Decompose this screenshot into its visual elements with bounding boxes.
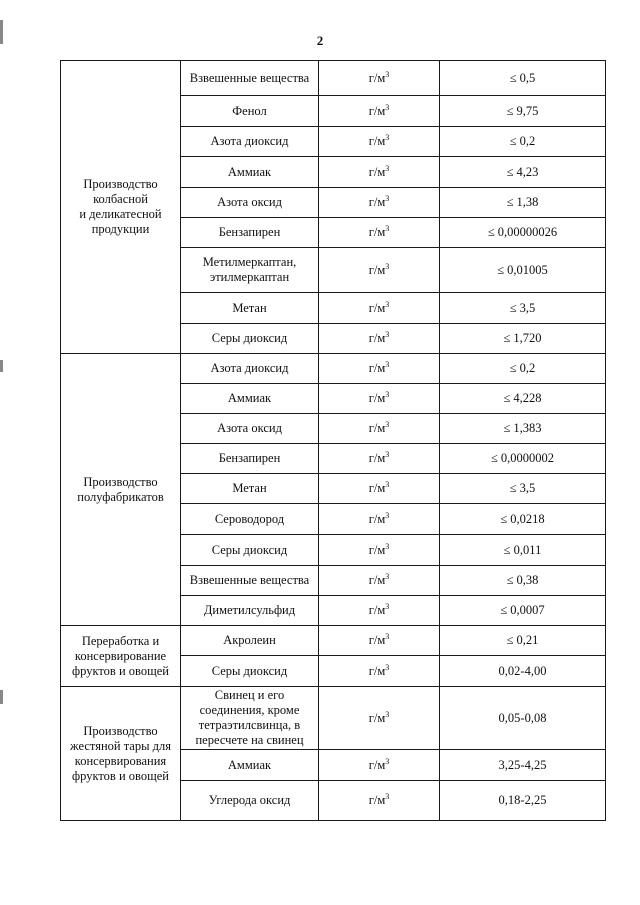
value-cell <box>440 293 606 324</box>
substance-name: Взвешенные вещества <box>189 70 310 85</box>
limit-value: ≤ 3,5 <box>509 300 536 315</box>
substance-cell <box>181 596 319 626</box>
substance-name: Азота диоксид <box>210 361 289 375</box>
limit-value: ≤ 0,2 <box>509 361 536 375</box>
unit-exponent: 3 <box>385 572 390 581</box>
production-group-line: колбасной <box>93 192 148 206</box>
substance-name: Аммиак <box>227 391 272 405</box>
unit-cell <box>319 127 440 157</box>
emissions-table <box>60 60 606 821</box>
unit-cell <box>319 384 440 414</box>
unit-exponent: 3 <box>385 194 390 203</box>
substance-cell <box>181 218 319 248</box>
production-group-line: Производство <box>83 474 158 489</box>
limit-value: ≤ 0,5 <box>509 70 536 85</box>
substance-name: Метан <box>232 481 267 495</box>
limit-value: 0,18-2,25 <box>498 793 547 807</box>
production-group-line: продукции <box>91 222 150 236</box>
production-group-name <box>79 177 161 236</box>
limit-value: 3,25-4,25 <box>498 757 547 772</box>
unit-base: г/м <box>368 134 386 148</box>
unit-exponent: 3 <box>385 632 390 641</box>
limit-value: ≤ 0,2 <box>509 134 536 148</box>
value-cell <box>440 188 606 218</box>
unit-base: г/м <box>368 195 386 209</box>
value-cell <box>440 127 606 157</box>
production-group-cell <box>61 354 181 626</box>
production-group-line: жестяной тары для <box>70 738 171 753</box>
unit-base: г/м <box>368 391 386 405</box>
production-group-line: фруктов и овощей <box>72 663 169 678</box>
limit-value: ≤ 1,383 <box>503 421 542 435</box>
unit-exponent: 3 <box>385 541 390 551</box>
substance-name: Акролеин <box>223 633 276 647</box>
value-cell <box>440 474 606 504</box>
unit-base: г/м <box>368 421 386 435</box>
unit-exponent: 3 <box>385 69 390 79</box>
table-row <box>61 354 606 384</box>
production-group-line: Переработка и <box>81 633 160 648</box>
unit-exponent: 3 <box>385 709 390 719</box>
unit-base: г/м <box>368 793 386 807</box>
value-cell <box>440 414 606 444</box>
unit-base: г/м <box>368 361 386 375</box>
unit-cell <box>319 750 440 781</box>
limit-value: ≤ 4,228 <box>503 391 542 405</box>
unit-cell <box>319 293 440 324</box>
unit-cell <box>319 596 440 626</box>
value-cell <box>440 566 606 596</box>
unit-base: г/м <box>368 633 386 647</box>
unit-base: г/м <box>368 262 386 277</box>
value-cell <box>440 96 606 127</box>
value-cell <box>440 687 606 750</box>
unit-cell <box>319 781 440 821</box>
limit-value: ≤ 4,23 <box>506 164 539 179</box>
unit-exponent: 3 <box>385 510 390 520</box>
value-cell <box>440 354 606 384</box>
substance-name: Сероводород <box>214 511 285 526</box>
substance-name: Азота оксид <box>217 195 282 209</box>
production-group-line: Производство <box>83 723 158 738</box>
limit-value: ≤ 1,38 <box>506 195 539 209</box>
substance-cell <box>181 293 319 324</box>
unit-cell <box>319 687 440 750</box>
substance-cell <box>181 656 319 687</box>
unit-cell <box>319 626 440 656</box>
unit-exponent: 3 <box>385 102 390 112</box>
value-cell <box>440 596 606 626</box>
production-group-line: Производство <box>83 177 158 191</box>
substance-cell <box>181 535 319 566</box>
limit-value: 0,05-0,08 <box>498 710 547 725</box>
substance-cell <box>181 444 319 474</box>
unit-exponent: 3 <box>385 662 390 672</box>
value-cell <box>440 218 606 248</box>
unit-exponent: 3 <box>385 360 390 369</box>
production-group-name <box>70 724 171 783</box>
unit-cell <box>319 218 440 248</box>
substance-name: Аммиак <box>227 164 272 179</box>
unit-cell <box>319 188 440 218</box>
substance-cell <box>181 504 319 535</box>
substance-name: Аммиак <box>227 757 272 772</box>
substance-name: Азота диоксид <box>210 134 289 148</box>
production-group-cell <box>61 687 181 821</box>
limit-value: ≤ 9,75 <box>506 103 539 118</box>
production-group-line: полуфабрикатов <box>77 489 164 504</box>
substance-name: Взвешенные вещества <box>189 573 310 587</box>
unit-base: г/м <box>368 663 386 678</box>
substance-name: Серы диоксид <box>211 663 288 678</box>
limit-value: ≤ 0,00000026 <box>487 225 558 239</box>
substance-cell <box>181 96 319 127</box>
unit-cell <box>319 157 440 188</box>
value-cell <box>440 656 606 687</box>
limit-value: ≤ 1,720 <box>503 331 542 345</box>
production-group-line: консервирования <box>74 753 167 768</box>
substance-cell <box>181 750 319 781</box>
limit-value: ≤ 0,0007 <box>500 603 545 617</box>
scan-edge-mark <box>0 360 3 372</box>
substance-cell <box>181 414 319 444</box>
unit-exponent: 3 <box>385 163 390 173</box>
unit-cell <box>319 248 440 293</box>
unit-exponent: 3 <box>385 420 390 429</box>
unit-base: г/м <box>368 757 386 772</box>
substance-cell <box>181 61 319 96</box>
unit-base: г/м <box>368 103 386 118</box>
substance-name: Свинец и его соединения, кроме тетраэтилсвинца, в пересчете на свинец <box>195 688 304 747</box>
production-group-cell <box>61 626 181 687</box>
value-cell <box>440 384 606 414</box>
value-cell <box>440 626 606 656</box>
production-group-line: и деликатесной <box>79 207 162 221</box>
substance-cell <box>181 127 319 157</box>
unit-base: г/м <box>368 511 386 526</box>
production-group-name <box>72 634 169 678</box>
substance-cell <box>181 566 319 596</box>
unit-cell <box>319 656 440 687</box>
substance-name: Диметилсульфид <box>203 603 296 617</box>
value-cell <box>440 504 606 535</box>
unit-base: г/м <box>368 225 386 239</box>
substance-name: Серы диоксид <box>211 542 288 557</box>
unit-exponent: 3 <box>385 792 390 801</box>
table-row <box>61 626 606 656</box>
substance-name: Фенол <box>232 103 267 118</box>
table-row <box>61 687 606 750</box>
unit-exponent: 3 <box>385 261 390 271</box>
unit-base: г/м <box>368 542 386 557</box>
unit-cell <box>319 354 440 384</box>
substance-name: Азота оксид <box>217 421 282 435</box>
unit-exponent: 3 <box>385 480 390 489</box>
unit-exponent: 3 <box>385 299 390 309</box>
unit-base: г/м <box>368 603 386 617</box>
production-group-name <box>77 475 163 504</box>
substance-cell <box>181 626 319 656</box>
value-cell <box>440 61 606 96</box>
unit-exponent: 3 <box>385 602 390 611</box>
page-number: 2 <box>316 33 324 48</box>
unit-cell <box>319 535 440 566</box>
scan-edge-mark <box>0 690 3 704</box>
unit-cell <box>319 96 440 127</box>
substance-cell <box>181 157 319 188</box>
unit-cell <box>319 566 440 596</box>
value-cell <box>440 444 606 474</box>
substance-name: Бензапирен <box>218 451 281 465</box>
table-row <box>61 61 606 96</box>
substance-cell <box>181 248 319 293</box>
value-cell <box>440 157 606 188</box>
limit-value: ≤ 0,21 <box>506 633 539 647</box>
unit-cell <box>319 474 440 504</box>
substance-cell <box>181 781 319 821</box>
unit-base: г/м <box>368 164 386 179</box>
substance-cell <box>181 324 319 354</box>
limit-value: ≤ 0,01005 <box>497 262 548 277</box>
value-cell <box>440 750 606 781</box>
production-group-line: консервирование <box>74 648 167 663</box>
production-group-cell <box>61 61 181 354</box>
value-cell <box>440 535 606 566</box>
value-cell <box>440 781 606 821</box>
unit-exponent: 3 <box>385 450 390 459</box>
unit-exponent: 3 <box>385 224 390 233</box>
unit-exponent: 3 <box>385 133 390 142</box>
substance-cell <box>181 474 319 504</box>
substance-cell <box>181 384 319 414</box>
unit-cell <box>319 61 440 96</box>
unit-base: г/м <box>368 70 386 85</box>
unit-base: г/м <box>368 710 386 725</box>
unit-cell <box>319 324 440 354</box>
limit-value: ≤ 0,0000002 <box>490 451 555 465</box>
unit-base: г/м <box>368 300 386 315</box>
unit-exponent: 3 <box>385 390 390 399</box>
substance-cell <box>181 687 319 750</box>
substance-cell <box>181 354 319 384</box>
substance-name: Бензапирен <box>218 225 281 239</box>
value-cell <box>440 324 606 354</box>
unit-exponent: 3 <box>385 330 390 339</box>
limit-value: ≤ 0,38 <box>506 573 539 587</box>
limit-value: ≤ 0,0218 <box>500 511 545 526</box>
unit-base: г/м <box>368 481 386 495</box>
limit-value: ≤ 3,5 <box>509 481 536 495</box>
substance-name: Метилмеркаптан, этилмеркаптан <box>202 255 297 284</box>
unit-cell <box>319 414 440 444</box>
production-group-line: фруктов и овощей <box>72 768 169 783</box>
substance-name: Серы диоксид <box>211 331 288 345</box>
unit-cell <box>319 444 440 474</box>
limit-value: 0,02-4,00 <box>498 663 547 678</box>
unit-base: г/м <box>368 573 386 587</box>
substance-cell <box>181 188 319 218</box>
unit-exponent: 3 <box>385 756 390 766</box>
unit-base: г/м <box>368 331 386 345</box>
unit-cell <box>319 504 440 535</box>
limit-value: ≤ 0,011 <box>503 542 542 557</box>
unit-base: г/м <box>368 451 386 465</box>
substance-name: Метан <box>232 300 267 315</box>
scan-edge-mark <box>0 20 3 44</box>
emissions-table-body <box>61 61 606 821</box>
substance-name: Углерода оксид <box>208 793 291 807</box>
value-cell <box>440 248 606 293</box>
